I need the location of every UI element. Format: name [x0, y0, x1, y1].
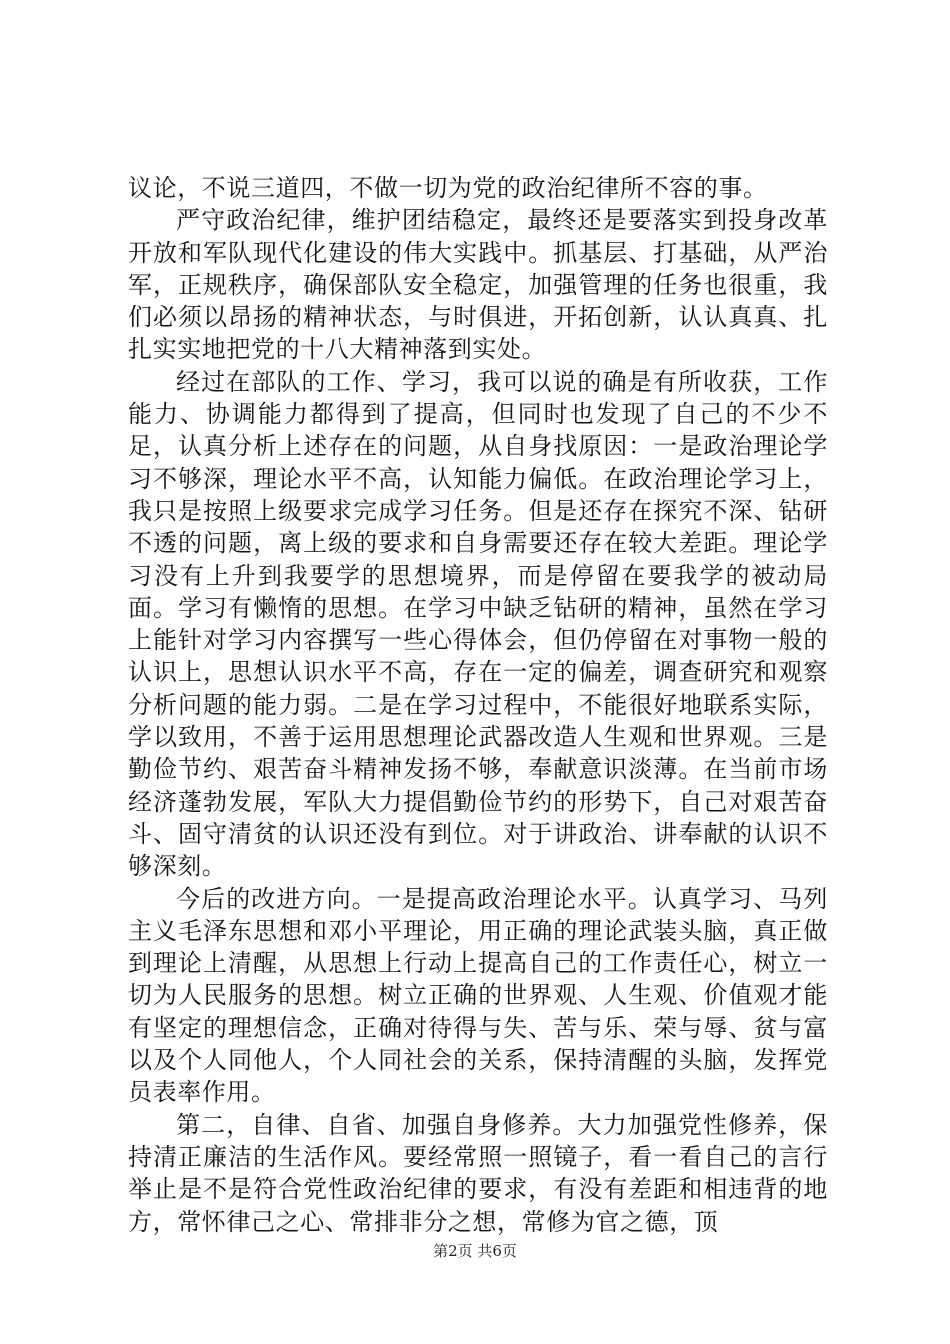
paragraph: 经过在部队的工作、学习，我可以说的确是有所收获，工作能力、协调能力都得到了提高，但同时也发现了自己的不少不足，认真分析上述存在的问题，从自身找原因：一是政治理论学习不够深，理论水平不高，认知能力偏低。在政治理论学习上，我只是按照上级要求完成学习任务。但是还存在探究不深、钻研不透的问题，离上级的要求和自身需要还存在较大差距。理论学习没有上升到我要学的思想境界，而是停留在要我学的被动局面。学习有懒惰的思想。在学习中缺乏钻研的精神，虽然在学习上能针对学习内容撰写一些心得体会，但仍停留在对事物一般的认识上，思想认识水平不高，存在一定的偏差，调查研究和观察分析问题的能力弱。二是在学习过程中，不能很好地联系实际，学以致用，不善于运用思想理论武器改造人生观和世界观。三是勤俭节约、艰苦奋斗精神发扬不够，奉献意识淡薄。在当前市场经济蓬勃发展，军队大力提倡勤俭节约的形势下，自己对艰苦奋斗、固守清贫的认识还没有到位。对于讲政治、讲奉献的认识不够深刻。 [128, 367, 828, 881]
document-body [128, 172, 828, 1238]
paragraph: 今后的改进方向。一是提高政治理论水平。认真学习、马列主义毛泽东思想和邓小平理论，用正确的理论武装头脑，真正做到理论上清醒，从思想上行动上提高自己的工作责任心，树立一切为人民服务的思想。树立正确的世界观、人生观、价值观才能有坚定的理想信念，正确对待得与失、苦与乐、荣与辱、贫与富以及个人同他人，个人同社会的关系，保持清醒的头脑，发挥党员表率作用。 [128, 884, 828, 1107]
paragraph: 严守政治纪律，维护团结稳定，最终还是要落实到投身改革开放和军队现代化建设的伟大实践中。抓基层、打基础，从严治军，正规秩序，确保部队安全稳定，加强管理的任务也很重，我们必须以昂扬的精神状态，与时俱进，开拓创新，认认真真、扎扎实实地把党的十八大精神落到实处。 [128, 206, 828, 364]
page-number-footer: 第2页 共6页 [433, 1242, 517, 1260]
paragraph: 第二，自律、自省、加强自身修养。大力加强党性修养，保持清正廉洁的生活作风。要经常照一照镜子，看一看自己的言行举止是不是符合党性政治纪律的要求，有没有差距和相违背的地方，常怀律己之心、常排非分之想，常修为官之德，顶 [128, 1110, 828, 1236]
paragraph: 议论，不说三道四，不做一切为党的政治纪律所不容的事。 [128, 174, 768, 202]
